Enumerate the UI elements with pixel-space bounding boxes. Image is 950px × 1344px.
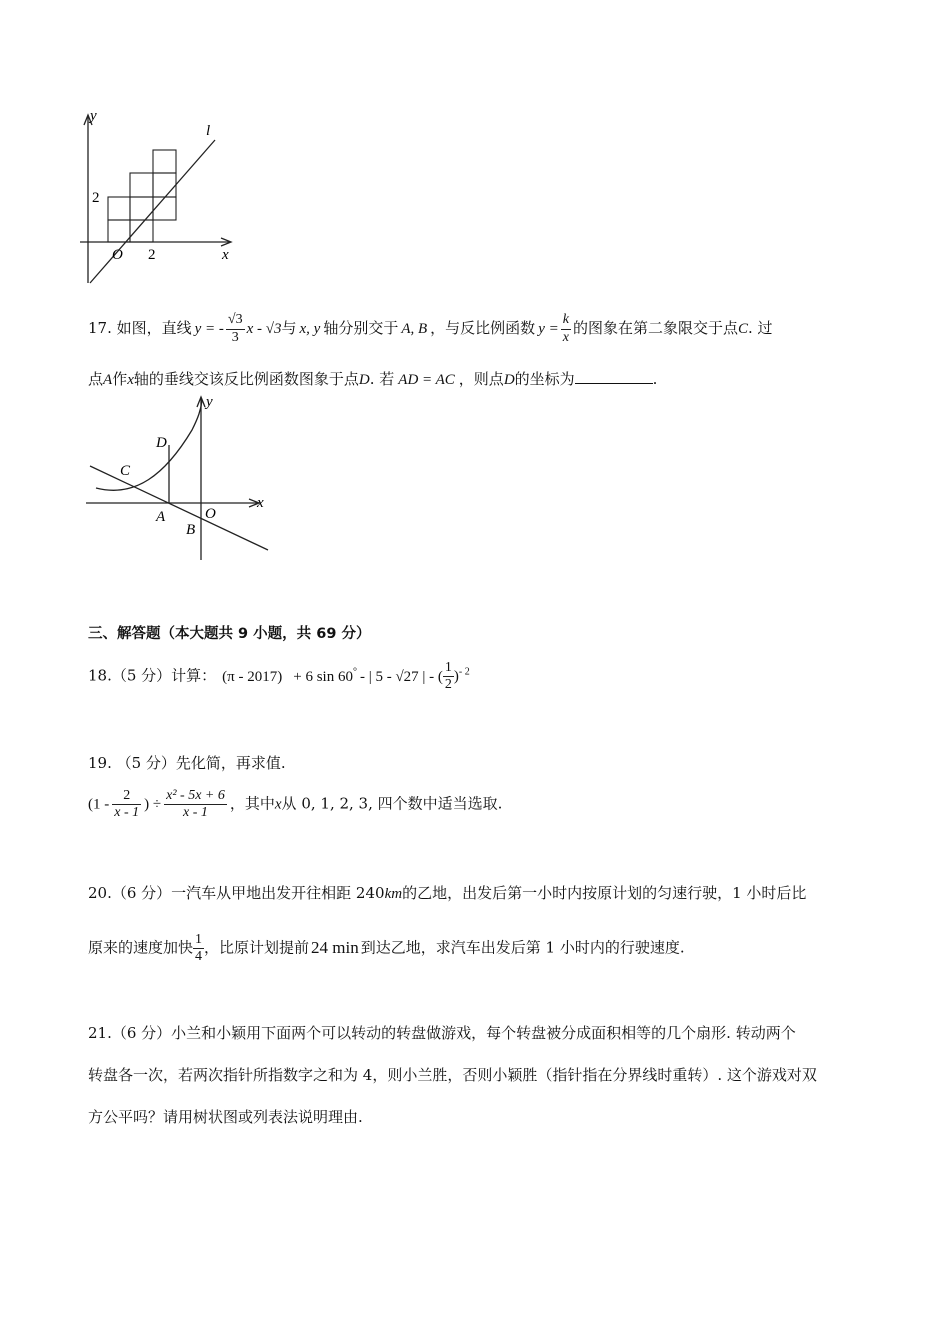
q17-line2: 点A作x轴的垂线交该反比例函数图象于点D. 若 AD = AC ，则点D的坐标为 . (88, 370, 658, 388)
q21-line3: 方公平吗？请用树状图或列表法说明理由. (88, 1108, 363, 1126)
fig16-x-label: x (222, 247, 229, 263)
figure-grid-line (70, 105, 250, 290)
q19-expression: (1 - $\frac{2}{x - 1}$ ) ÷ $\frac{\text{x² - 5x + 6}}{x - 1}$ ，其中x从 0, 1, 2, 3, 四个数中适当选取. (88, 788, 503, 821)
answer-blank[interactable] (575, 369, 653, 384)
fig17-point-a: A (156, 509, 166, 525)
q20-fraction: $\frac{1}{4}$ (195, 932, 203, 965)
q17-inverse-fraction: $\frac{k}{x}$ (562, 312, 569, 345)
q19-label: 19. （5 分）先化简，再求值. (88, 754, 286, 772)
q21-line1: 21.（6 分）小兰和小颖用下面两个可以转动的转盘做游戏，每个转盘被分成面积相等的几个扇形. 转动两个 (88, 1024, 796, 1042)
fig17-origin: O (205, 506, 216, 522)
fig16-tick-x: 2 (148, 247, 156, 263)
q19-fraction-1: $\frac{2}{x - 1}$ (114, 788, 140, 821)
fig16-y-label: y (90, 108, 97, 124)
q18: 18.（5 分）计算： (π - 2017)$^0$ + 6 sin 60° - | 5 - √27 | - ( $\frac{1}{2}$ )$^{- 2}$ (88, 660, 470, 693)
figure-inverse-function (80, 390, 280, 565)
fig17-y-label: y (206, 394, 213, 410)
section-title: 三、解答题（本大题共 9 小题，共 69 分） (88, 626, 371, 642)
fig17-point-b: B (186, 522, 196, 538)
q20-line2: 原来的速度加快 $\frac{1}{4}$ ，比原计划提前 24 min 到达乙地，求汽车出发后第 1 小时内的行驶速度. (88, 932, 685, 965)
fig17-point-c: C (120, 463, 131, 479)
fig16-origin-label: O (112, 247, 123, 263)
fig16-line-label: l (206, 123, 211, 139)
q17-slope-fraction: $\frac{√3}{3}$ (227, 312, 243, 345)
q18-half-fraction: $\frac{1}{2}$ (444, 660, 452, 693)
q17-line1: 17. 如图，直线 y = - $\frac{√3}{3}$ x - √3与 x, y 轴分别交于 A, B ，与反比例函数 y = $\frac{k}{x}$ 的图象在第二象限交于点C. 过 (88, 312, 773, 345)
fig17-point-d: D (156, 435, 167, 451)
fig17-x-label: x (257, 495, 264, 511)
q19-fraction-2: $\frac{\text{x² - 5x + 6}}{x - 1}$ (166, 788, 225, 821)
q20-line1: 20.（6 分）一汽车从甲地出发开往相距 240km的乙地，出发后第一小时内按原计划的匀速行驶，1 小时后比 (88, 884, 807, 902)
fig16-tick-y: 2 (92, 190, 100, 206)
q21-line2: 转盘各一次，若两次指针所指数字之和为 4，则小兰胜，否则小颖胜（指针指在分界线时重转）. 这个游戏对双 (88, 1066, 817, 1084)
